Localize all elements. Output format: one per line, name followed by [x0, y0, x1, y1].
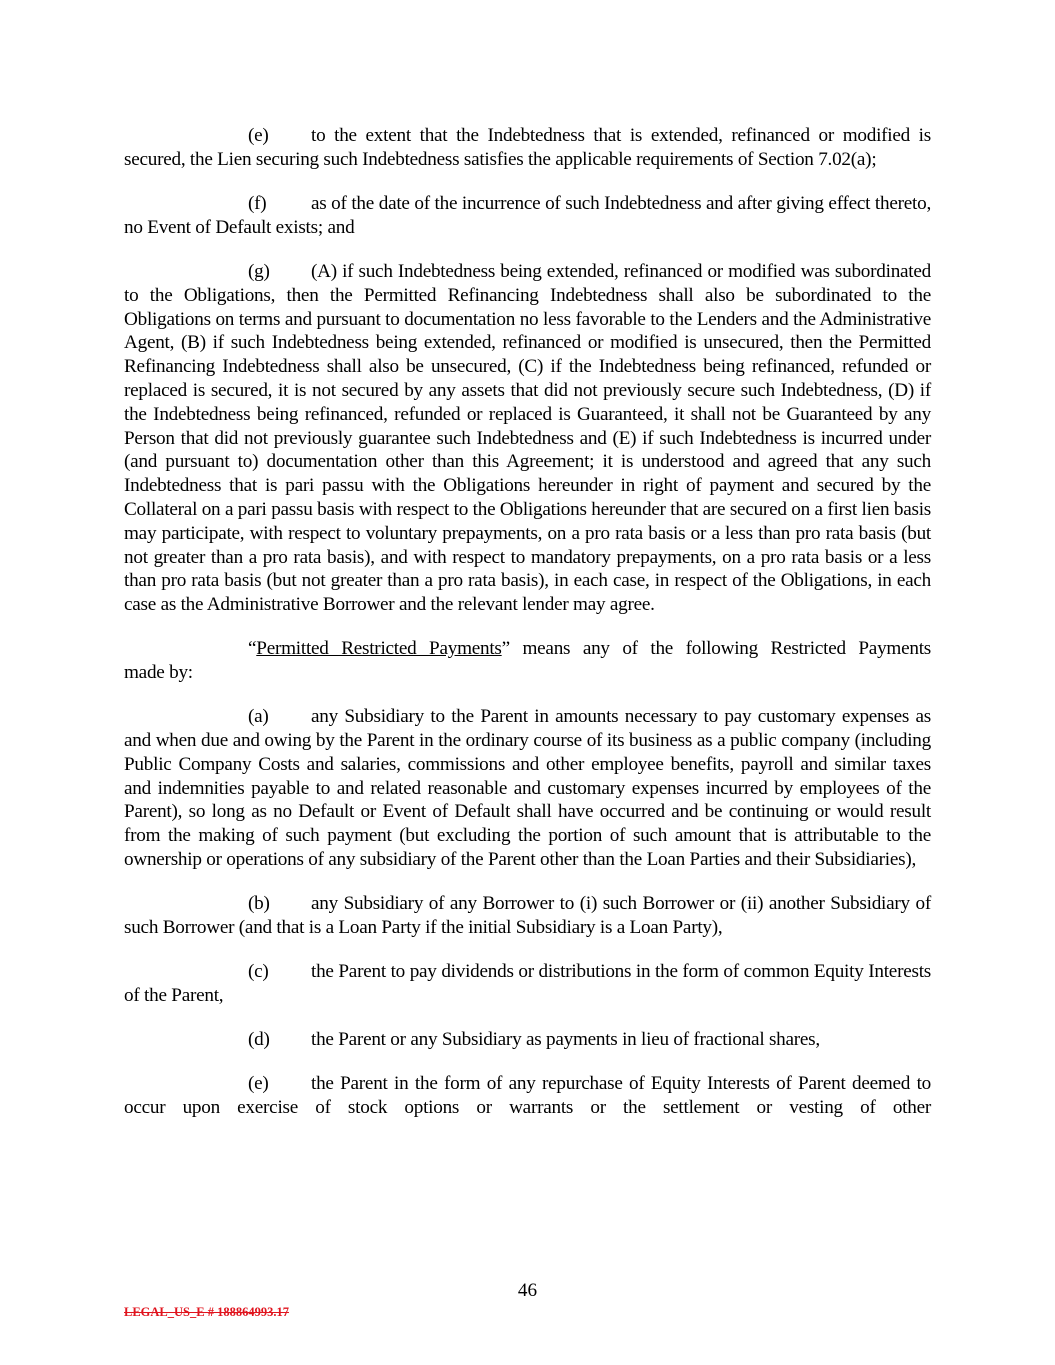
defined-term: Permitted Restricted Payments: [256, 638, 502, 660]
clause-label: (d): [248, 1029, 270, 1051]
clause-e: [124, 124, 931, 172]
open-quote: “: [248, 638, 257, 660]
page-number: 46: [517, 1280, 538, 1301]
sub-clause-d: [124, 1028, 931, 1052]
clause-text: the Parent in the form of any repurchase of Equity Interests of Parent deemed to occur upon exercise of stock options or warrants or the settlement or vesting of other: [124, 1073, 931, 1119]
definition-text: means any of the following Restricted Payments: [509, 638, 931, 660]
clause-label: (f): [248, 192, 267, 214]
clause-text: any Subsidiary to the Parent in amounts necessary to pay customary expenses as and when due and owing by the Parent in the ordinary course of its business as a public company (including Public Company Costs and salaries, commissions and other employee benefits, payroll and similar taxes and indemnities payable to and related reasonable and customary expenses incurred by employees of the Parent), so long as no Default or Event of Default shall have occurred and be continuing or would result from the making of such payment (but excluding the portion of such amount that is attributable to the ownership or operations of any subsidiary of the Parent other than the Loan Parties and their Subsidiaries),: [124, 706, 931, 871]
sub-clause-a: [124, 705, 931, 872]
sub-clause-b: [124, 892, 931, 940]
clause-text: as of the date of the incurrence of such Indebtedness and after giving effect thereto, no Event of Default exists; and: [124, 192, 931, 238]
clause-g: [124, 260, 931, 617]
close-quote: ”: [501, 638, 510, 660]
clause-text: the Parent or any Subsidiary as payments in lieu of fractional shares,: [311, 1029, 820, 1051]
definition-permitted-restricted-payments: [124, 637, 931, 685]
document-page: [124, 124, 931, 1140]
clause-text: (A) if such Indebtedness being extended, refinanced or modified was subordinated to the Obligations, then the Permitted Refinancing Indebtedness shall also be subordinated to the Obligations on terms and pursuant to documentation no less favorable to the Lenders and the Administrative Agent, (B) if such Indebtedness being extended, refinanced or modified is unsecured, then the Permitted Refinancing Indebtedness shall also be unsecured, (C) if the Indebtedness being refinanced, refunded or replaced is secured, it is not secured by any assets that did not previously secure such Indebtedness, (D) if the Indebtedness being refinanced, refunded or replaced is Guaranteed, it shall not be Guaranteed by any Person that did not previously guarantee such Indebtedness and (E) if such Indebtedness is incurred under (and pursuant to) documentation other than this Agreement; it is understood and agreed that any such Indebtedness that is pari passu with the Obligations hereunder in right of payment and secured by the Collateral on a pari passu basis with respect to the Obligations hereunder that are secured on a first lien basis may participate, with respect to voluntary prepayments, on a pro rata basis or a less than pro rata basis (but not greater than a pro rata basis), and with respect to mandatory prepayments, on a pro rata basis or a less than pro rata basis (but not greater than a pro rata basis), in each case, in respect of the Obligations, in each case as the Administrative Borrower and the relevant lender may agree.: [124, 260, 931, 616]
clause-label: (e): [248, 125, 269, 146]
sub-clause-e: [124, 1072, 931, 1120]
clause-label: (c): [248, 961, 269, 983]
clause-label: (a): [248, 706, 269, 728]
document-id-footer: LEGAL_US_E # 188864993.17: [124, 1305, 289, 1319]
clause-label: (b): [248, 893, 270, 915]
clause-label: (g): [248, 260, 270, 282]
sub-clause-c: [124, 960, 931, 1008]
clause-text: to the extent that the Indebtedness that is extended, refinanced or modified is secured, the Lien securing such Indebtedness satisfies the applicable requirements of Section 7.02(a);: [124, 125, 931, 170]
clause-f: [124, 192, 931, 240]
clause-label: (e): [248, 1073, 269, 1095]
clause-text: any Subsidiary of any Borrower to (i) such Borrower or (ii) another Subsidiary of such Borrower (and that is a Loan Party if the initial Subsidiary is a Loan Party),: [124, 893, 931, 939]
clause-text: the Parent to pay dividends or distributions in the form of common Equity Interests of the Parent,: [124, 961, 931, 1007]
definition-continuation: made by:: [124, 662, 193, 684]
